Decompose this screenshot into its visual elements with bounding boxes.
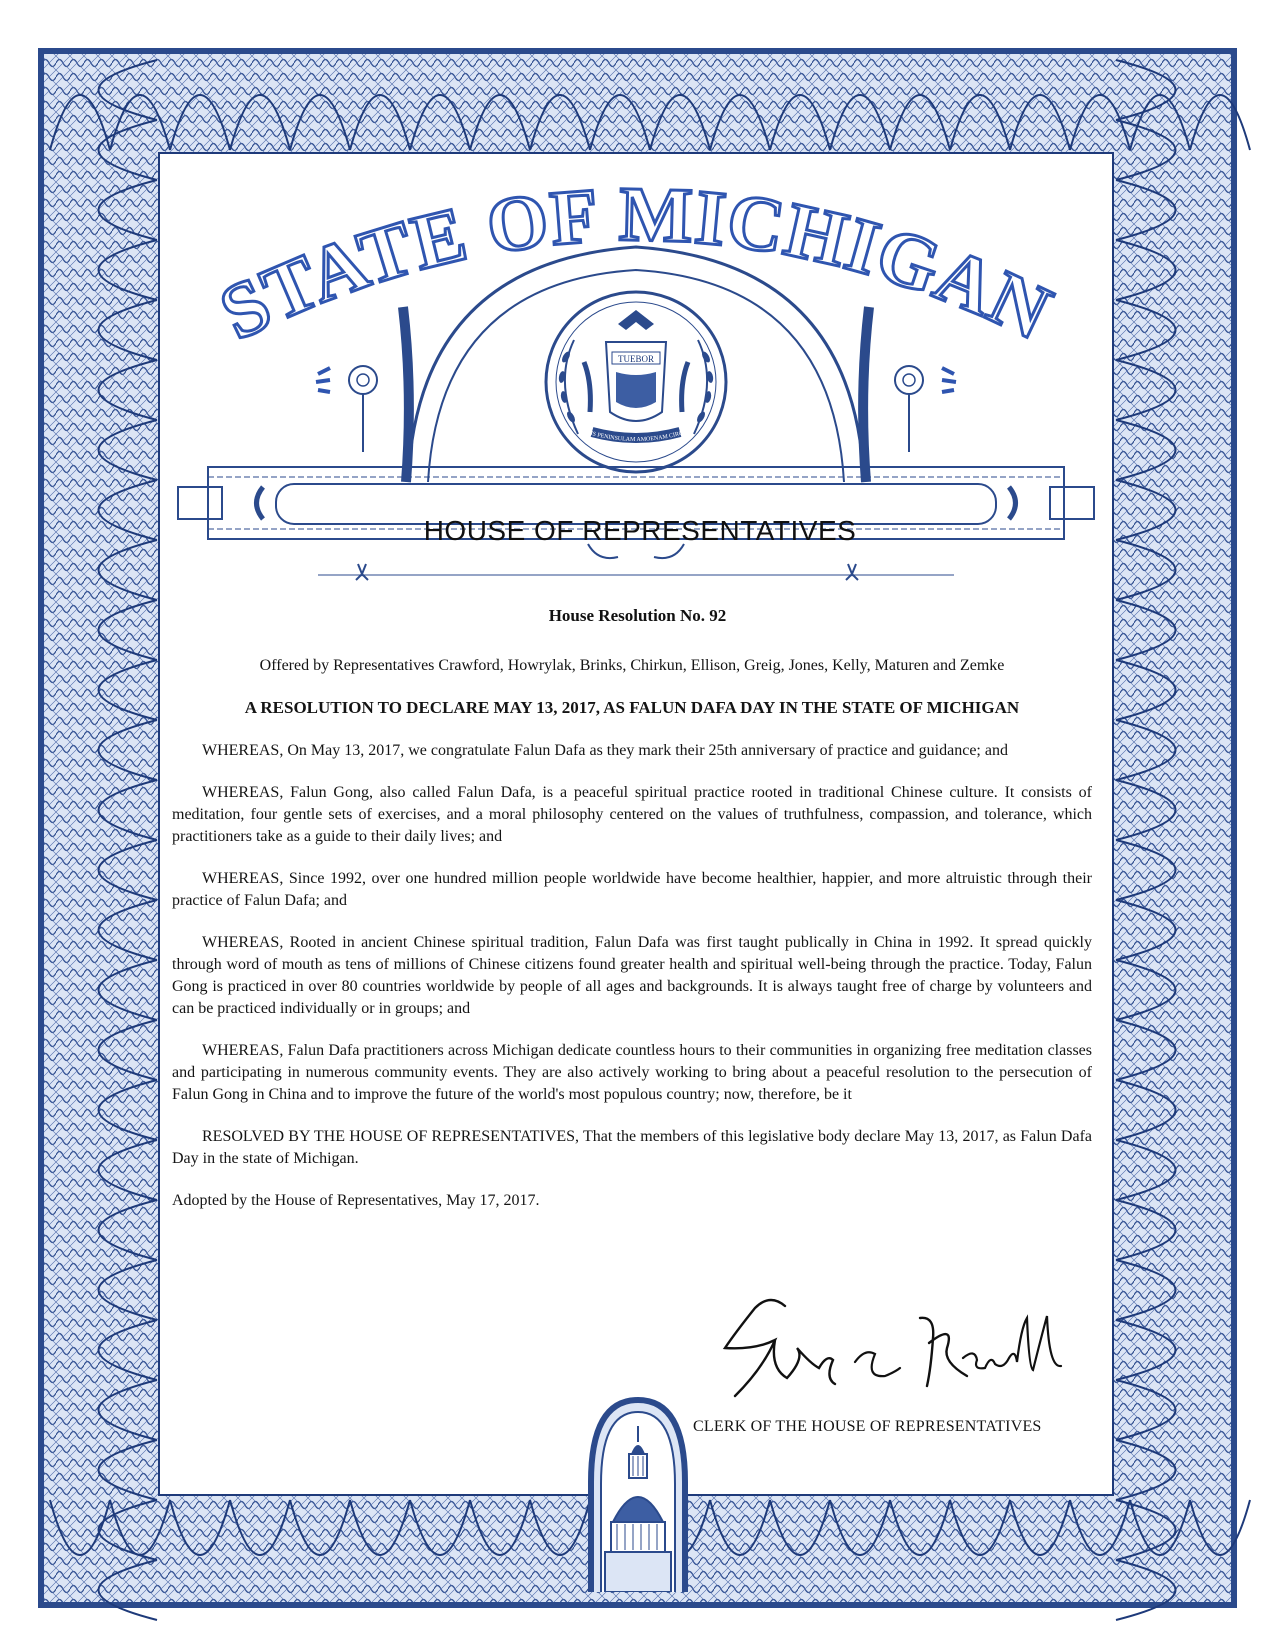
resolution-number: House Resolution No. 92 [548, 606, 727, 625]
scroll-ornament-right [895, 366, 923, 394]
scroll-ornament-left [349, 366, 377, 394]
whereas-paragraph: WHEREAS, Rooted in ancient Chinese spiritual tradition, Falun Dafa was first taught publically in China in 1992. It spread quickly through word of mouth as tens of millions of Chinese citizens found greater health and spiritual well-being through the practice. Today, Falun Gong is practiced in over 80 countries worldwide by people of all ages and backgrounds. It is always taught free of charge by volunteers and can be practiced individually or in groups; and [172, 934, 1092, 1017]
clerk-signature [715, 1288, 1075, 1408]
state-title-text: STATE OF MICHIGAN [206, 169, 1065, 357]
resolved-paragraph: RESOLVED BY THE HOUSE OF REPRESENTATIVES, That the members of this legislative body declare May 13, 2017, as Falun Dafa Day in the state of Michigan. [172, 1128, 1092, 1167]
capitol-dome-emblem [583, 1392, 693, 1592]
whereas-paragraph: WHEREAS, Falun Dafa practitioners across Michigan dedicate countless hours to their communities in organizing free meditation classes and participating in numerous community events. They are also actively working to bring about a peaceful resolution to the persecution of Falun Gong in China and to improve the future of the world's most populous country; now, therefore, be it [172, 1042, 1092, 1103]
resolution-title: A RESOLUTION TO DECLARE MAY 13, 2017, AS FALUN DAFA DAY IN THE STATE OF MICHIGAN [244, 698, 1020, 717]
resolution-body [172, 655, 1092, 1212]
adopted-date: Adopted by the House of Representatives, May 17, 2017. [172, 1192, 540, 1209]
offered-by: Offered by Representatives Crawford, Howrylak, Brinks, Chirkun, Ellison, Greig, Jones, Kelly, Maturen and Zemke [259, 657, 1005, 674]
clerk-title: CLERK OF THE HOUSE OF REPRESENTATIVES [693, 1418, 1042, 1435]
whereas-paragraph: WHEREAS, Falun Gong, also called Falun Dafa, is a peaceful spiritual practice rooted in traditional Chinese culture. It consists of meditation, four gentle sets of exercises, and a moral philosophy centered on the values of truthfulness, compassion, and tolerance, which practitioners take as a guide to their daily lives; and [172, 784, 1092, 845]
house-name: HOUSE OF REPRESENTATIVES [423, 515, 857, 546]
seal-banner: TUEBOR [618, 354, 654, 364]
whereas-paragraph: WHEREAS, On May 13, 2017, we congratulate Falun Dafa as they mark their 25th anniversary of practice and guidance; and [202, 742, 1008, 759]
seal-motto-text: RIS PENINSULAM AMOENAM CIRC [585, 429, 684, 444]
whereas-paragraph: WHEREAS, Since 1992, over one hundred million people worldwide have become healthier, happier, and more altruistic through their practice of Falun Dafa; and [172, 870, 1092, 909]
state-seal [546, 292, 726, 472]
